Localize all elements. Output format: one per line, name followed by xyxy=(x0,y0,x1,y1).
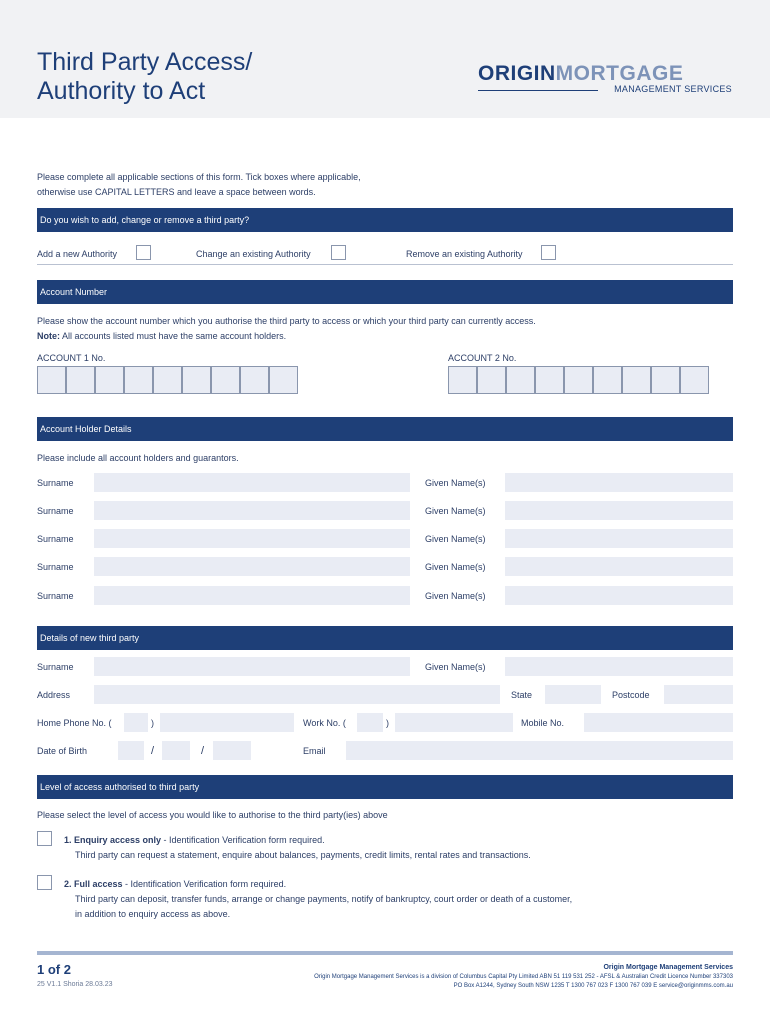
access-instructions: Please select the level of access you would like to authorise to the third party(ies) above xyxy=(37,810,388,820)
work-phone-field[interactable] xyxy=(395,713,513,732)
account-1-digit-box[interactable] xyxy=(95,366,124,394)
account-1-digit-box[interactable] xyxy=(211,366,240,394)
section-header-access-level: Level of access authorised to third party xyxy=(37,775,733,799)
section-header-account-holders: Account Holder Details xyxy=(37,417,733,441)
account-2-digit-box[interactable] xyxy=(535,366,564,394)
holder-surname-field[interactable] xyxy=(94,501,410,520)
account-2-digit-box[interactable] xyxy=(448,366,477,394)
account-1-label: ACCOUNT 1 No. xyxy=(37,353,106,363)
dob-year-field[interactable] xyxy=(213,741,251,760)
account-1-digit-box[interactable] xyxy=(269,366,298,394)
account-1-digit-box[interactable] xyxy=(240,366,269,394)
dob-day-field[interactable] xyxy=(118,741,144,760)
enquiry-access-requirement: - Identification Verification form required. xyxy=(161,835,325,845)
full-access-description-line-2: in addition to enquiry access as above. xyxy=(75,909,231,919)
surname-label: Surname xyxy=(37,591,74,601)
logo-mortgage-text: MORTGAGE xyxy=(555,62,684,85)
given-name-label: Given Name(s) xyxy=(425,506,486,516)
home-phone-field[interactable] xyxy=(160,713,294,732)
full-access-title: 2. Full access xyxy=(64,879,123,889)
company-logo xyxy=(478,62,732,98)
home-phone-area-code-field[interactable] xyxy=(124,713,148,732)
given-name-label: Given Name(s) xyxy=(425,591,486,601)
date-separator: / xyxy=(201,745,205,757)
postcode-field[interactable] xyxy=(664,685,733,704)
full-access-option xyxy=(64,879,286,889)
intro-line-1: Please complete all applicable sections of this form. Tick boxes where applicable, xyxy=(37,172,361,182)
logo-divider xyxy=(478,90,598,91)
account-1-digit-box[interactable] xyxy=(153,366,182,394)
full-access-description-line-1: Third party can deposit, transfer funds, arrange or change payments, notify of bankruptcy, court order or death of a customer, xyxy=(75,894,573,904)
surname-label: Surname xyxy=(37,662,74,672)
footer-contact-line: PO Box A1244, Sydney South NSW 1235 T 1300 767 023 F 1300 767 039 E service@originmms.com.au xyxy=(453,983,733,989)
holder-given-name-field[interactable] xyxy=(505,529,733,548)
account-1-digit-box[interactable] xyxy=(66,366,95,394)
footer-divider xyxy=(37,951,733,955)
holder-surname-field[interactable] xyxy=(94,586,410,605)
holder-given-name-field[interactable] xyxy=(505,473,733,492)
holder-given-name-field[interactable] xyxy=(505,557,733,576)
account-instructions: Please show the account number which you authorise the third party to access or which your third party can currently access. xyxy=(37,316,536,326)
section-header-new-third-party: Details of new third party xyxy=(37,626,733,650)
date-separator: / xyxy=(151,745,155,757)
account-note xyxy=(37,331,286,341)
title-line-2: Authority to Act xyxy=(37,77,206,105)
home-phone-label: Home Phone No. ( xyxy=(37,718,112,728)
note-label: Note: xyxy=(37,331,60,341)
paren-close: ) xyxy=(386,718,389,728)
intro-line-2: otherwise use CAPITAL LETTERS and leave a space between words. xyxy=(37,187,316,197)
option-change-label: Change an existing Authority xyxy=(196,249,311,259)
holder-surname-field[interactable] xyxy=(94,473,410,492)
account-1-digit-box[interactable] xyxy=(124,366,153,394)
given-name-label: Given Name(s) xyxy=(425,662,486,672)
surname-label: Surname xyxy=(37,562,74,572)
holder-given-name-field[interactable] xyxy=(505,501,733,520)
account-2-digit-box[interactable] xyxy=(593,366,622,394)
account-1-digit-box[interactable] xyxy=(37,366,66,394)
third-party-surname-field[interactable] xyxy=(94,657,410,676)
postcode-label: Postcode xyxy=(612,690,650,700)
surname-label: Surname xyxy=(37,534,74,544)
dob-label: Date of Birth xyxy=(37,746,88,756)
enquiry-access-option xyxy=(64,835,325,845)
holder-surname-field[interactable] xyxy=(94,557,410,576)
remove-authority-checkbox[interactable] xyxy=(541,245,556,260)
full-access-checkbox[interactable] xyxy=(37,875,52,890)
account-2-digit-box[interactable] xyxy=(622,366,651,394)
mobile-label: Mobile No. xyxy=(521,718,565,728)
address-label: Address xyxy=(37,690,71,700)
work-phone-label: Work No. ( xyxy=(303,718,346,728)
state-field[interactable] xyxy=(545,685,601,704)
work-phone-area-code-field[interactable] xyxy=(357,713,383,732)
dob-month-field[interactable] xyxy=(162,741,190,760)
logo-origin-text: ORIGIN xyxy=(478,62,556,85)
account-2-digit-box[interactable] xyxy=(477,366,506,394)
email-field[interactable] xyxy=(346,741,733,760)
account-2-digit-box[interactable] xyxy=(506,366,535,394)
email-label: Email xyxy=(303,746,326,756)
account-2-digit-box[interactable] xyxy=(680,366,709,394)
enquiry-access-description: Third party can request a statement, enquire about balances, payments, credit limits, rental rates and transactions. xyxy=(75,850,531,860)
option-add-label: Add a new Authority xyxy=(37,249,118,259)
paren-close: ) xyxy=(151,718,154,728)
state-label: State xyxy=(511,690,533,700)
section-header-third-party: Do you wish to add, change or remove a third party? xyxy=(37,208,733,232)
page-number: 1 of 2 xyxy=(37,962,71,977)
note-text: All accounts listed must have the same account holders. xyxy=(60,331,287,341)
given-name-label: Given Name(s) xyxy=(425,478,486,488)
add-authority-checkbox[interactable] xyxy=(136,245,151,260)
form-version: 25 V1.1 Shoria 28.03.23 xyxy=(37,981,113,988)
enquiry-access-checkbox[interactable] xyxy=(37,831,52,846)
footer-company-name: Origin Mortgage Management Services xyxy=(603,964,733,971)
given-name-label: Given Name(s) xyxy=(425,562,486,572)
address-field[interactable] xyxy=(94,685,500,704)
account-2-digit-box[interactable] xyxy=(564,366,593,394)
page-title xyxy=(37,48,252,106)
full-access-requirement: - Identification Verification form required. xyxy=(122,879,287,889)
section-header-account-number: Account Number xyxy=(37,280,733,304)
title-line-1: Third Party Access/ xyxy=(37,48,253,76)
third-party-given-name-field[interactable] xyxy=(505,657,733,676)
surname-label: Surname xyxy=(37,478,74,488)
logo-subtitle: MANAGEMENT SERVICES xyxy=(614,84,732,94)
holders-instructions: Please include all account holders and guarantors. xyxy=(37,453,239,463)
holder-surname-field[interactable] xyxy=(94,529,410,548)
mobile-field[interactable] xyxy=(584,713,733,732)
option-remove-label: Remove an existing Authority xyxy=(406,249,523,259)
given-name-label: Given Name(s) xyxy=(425,534,486,544)
account-2-label: ACCOUNT 2 No. xyxy=(448,353,517,363)
enquiry-access-title: 1. Enquiry access only xyxy=(64,835,162,845)
change-authority-checkbox[interactable] xyxy=(331,245,346,260)
account-1-digit-box[interactable] xyxy=(182,366,211,394)
divider xyxy=(37,264,733,265)
surname-label: Surname xyxy=(37,506,74,516)
footer-legal-line: Origin Mortgage Management Services is a division of Columbus Capital Pty Limited ABN 51 119 531 252 - AFSL & Australian Credit Licence Number 337303 xyxy=(314,974,733,980)
holder-given-name-field[interactable] xyxy=(505,586,733,605)
account-2-digit-box[interactable] xyxy=(651,366,680,394)
